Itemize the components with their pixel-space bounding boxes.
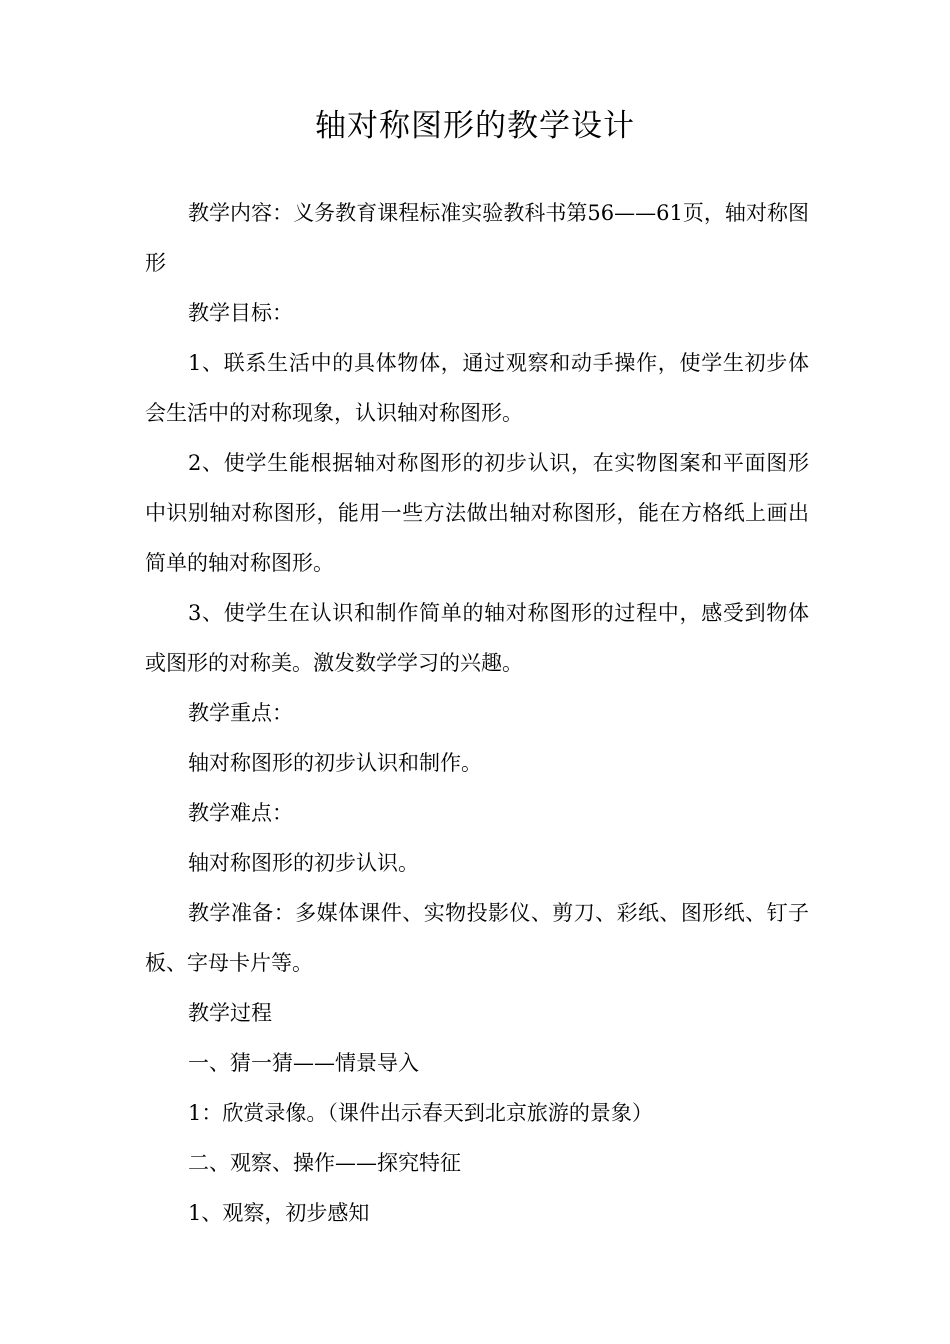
paragraph-teaching-content: 教学内容：义务教育课程标准实验教科书第56——61页，轴对称图形 <box>145 201 809 275</box>
paragraph-section-2: 二、观察、操作——探究特征 <box>188 1151 461 1175</box>
document-title: 轴对称图形的教学设计 <box>315 108 635 144</box>
paragraph-key-points: 轴对称图形的初步认识和制作。 <box>188 751 482 775</box>
paragraph-teaching-goals-heading: 教学目标： <box>188 301 293 325</box>
paragraph-key-points-heading: 教学重点： <box>188 701 293 725</box>
paragraph-goal-3: 3、使学生在认识和制作简单的轴对称图形的过程中，感受到物体或图形的对称美。激发数学学习的兴趣。 <box>145 601 809 675</box>
paragraph-section-2-item-1: 1、观察，初步感知 <box>188 1201 370 1225</box>
paragraph-difficulties: 轴对称图形的初步认识。 <box>188 851 419 875</box>
paragraph-goal-1: 1、联系生活中的具体物体，通过观察和动手操作，使学生初步体会生活中的对称现象，认识轴对称图形。 <box>145 351 809 425</box>
paragraph-difficulties-heading: 教学难点： <box>188 801 293 825</box>
paragraph-preparation: 教学准备：多媒体课件、实物投影仪、剪刀、彩纸、图形纸、钉子板、字母卡片等。 <box>145 901 809 975</box>
paragraph-goal-2: 2、使学生能根据轴对称图形的初步认识，在实物图案和平面图形中识别轴对称图形，能用一些方法做出轴对称图形，能在方格纸上画出简单的轴对称图形。 <box>145 451 809 575</box>
document-body <box>145 188 809 1238</box>
paragraph-process-heading: 教学过程 <box>188 1001 272 1025</box>
paragraph-section-1: 一、猜一猜——情景导入 <box>188 1051 419 1075</box>
paragraph-section-1-item-1: 1：欣赏录像。（课件出示春天到北京旅游的景象） <box>188 1101 653 1125</box>
